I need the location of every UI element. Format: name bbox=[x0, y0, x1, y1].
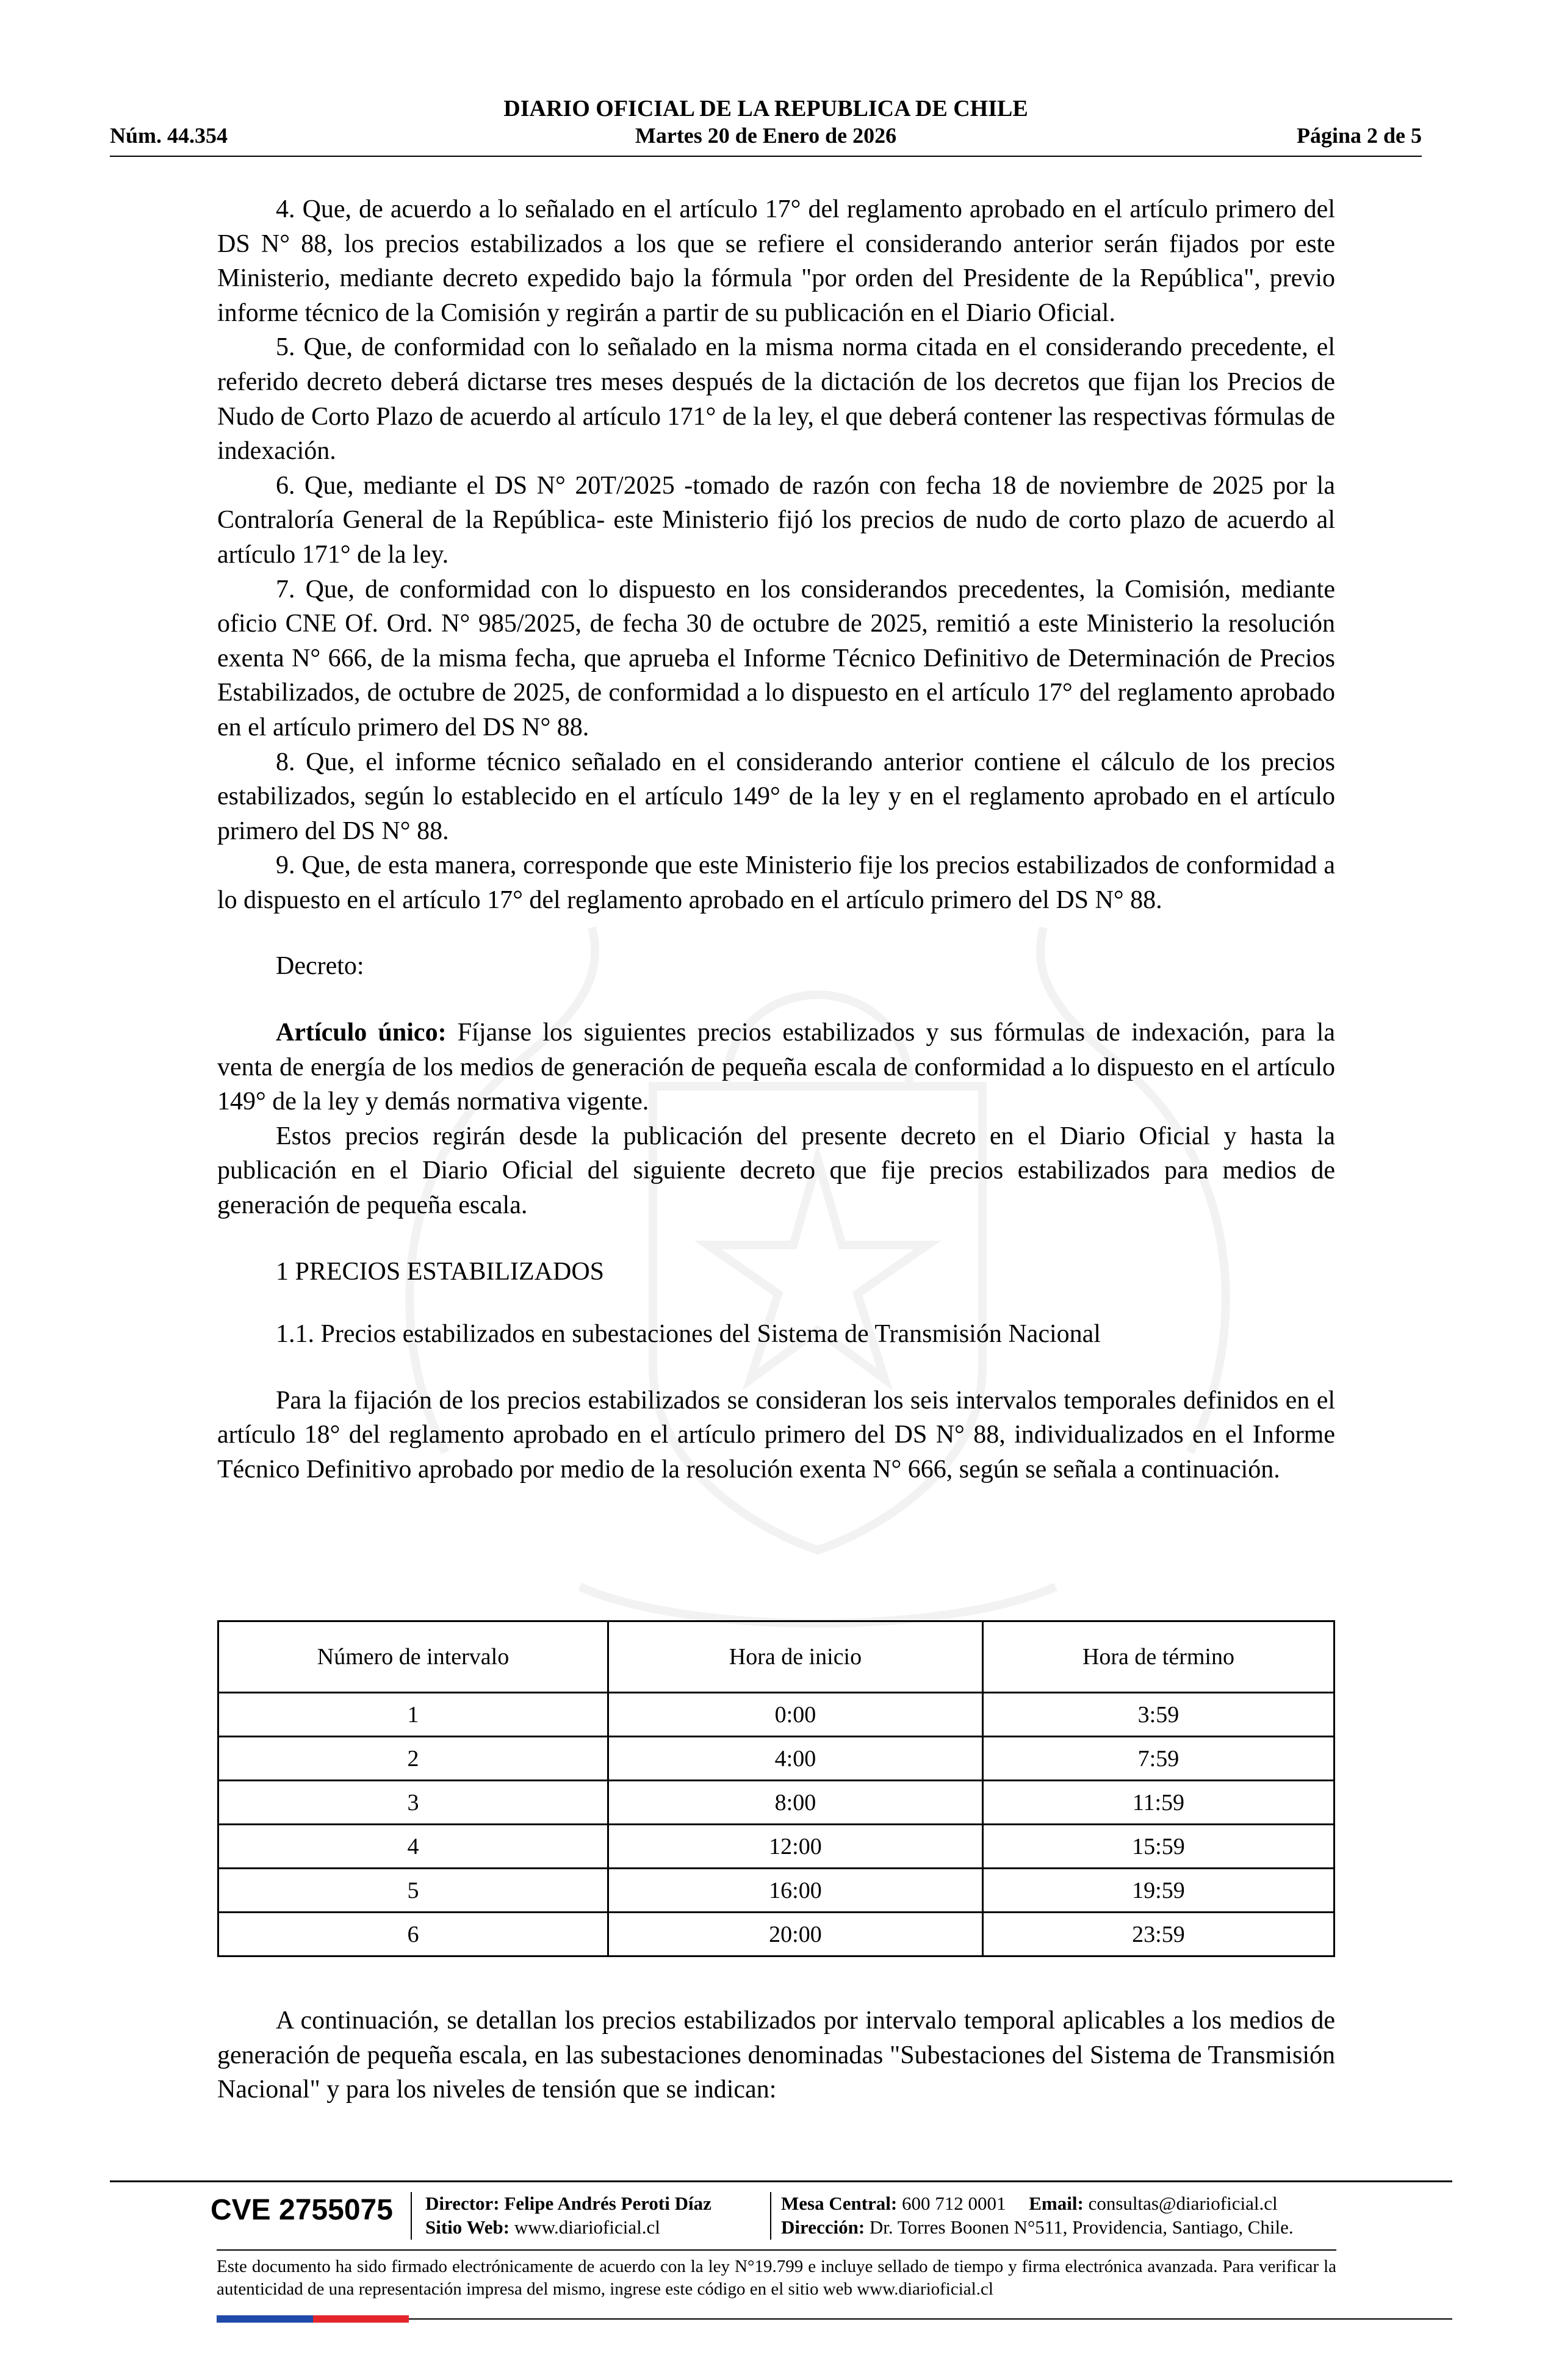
issue-date: Martes 20 de Enero de 2026 bbox=[635, 123, 897, 148]
header-title: DIARIO OFICIAL DE LA REPUBLICA DE CHILE bbox=[503, 96, 1028, 121]
flag-stripe bbox=[217, 2315, 409, 2323]
start-time-cell: 4:00 bbox=[608, 1737, 982, 1781]
website-label: Sitio Web: bbox=[425, 2216, 510, 2238]
paragraph-5: 5. Que, de conformidad con lo señalado en la misma norma citada en el considerando precedente, el referido decreto deberá dictarse tres meses después de la dictación de los decretos que fijan los Precios de Nudo de Corto Plazo de acuerdo al artículo 171° de la ley, el que deberá contener las respectivas fórmulas de indexación. bbox=[217, 333, 1335, 466]
end-time-cell: 15:59 bbox=[982, 1825, 1334, 1869]
director-label: Director: bbox=[425, 2193, 500, 2214]
signature-notice: Este documento ha sido firmado electrónicamente de acuerdo con la ley N°19.799 e incluye sellado de tiempo y firma electrónica avanzada. Para verificar la autenticidad de una representación impresa del mismo, ingrese este código en el sitio web www.diarioficial.cl bbox=[217, 2257, 1336, 2299]
page-number: Página 2 de 5 bbox=[1296, 123, 1422, 148]
section-heading-1-1: 1.1. Precios estabilizados en subestaciones del Sistema de Transmisión Nacional bbox=[276, 1320, 1101, 1349]
start-time-cell: 8:00 bbox=[608, 1781, 982, 1825]
prices-intro-paragraph: A continuación, se detallan los precios estabilizados por intervalo temporal aplicables a los medios de generación de pequeña escala, en las subestaciones denominadas "Subestaciones del Sistema de Transmisión Nacional" y para los niveles de tensión que se indican: bbox=[217, 2007, 1335, 2104]
header-divider bbox=[110, 156, 1422, 157]
paragraph-6: 6. Que, mediante el DS N° 20T/2025 -tomado de razón con fecha 18 de noviembre de 2025 por la Contraloría General de la República- este Ministerio fijó los precios de nudo de corto plazo de acuerdo al artículo 171° de la ley. bbox=[217, 471, 1335, 569]
interval-number-cell: 3 bbox=[218, 1781, 608, 1825]
start-time-cell: 16:00 bbox=[608, 1869, 982, 1913]
articulo-unico bbox=[217, 1015, 1335, 1119]
address-label: Dirección: bbox=[781, 2216, 865, 2238]
issue-number: Núm. 44.354 bbox=[110, 123, 228, 148]
footer-divider-2 bbox=[217, 2249, 1336, 2251]
table-header-row bbox=[218, 1621, 1334, 1693]
header-start-time: Hora de inicio bbox=[608, 1621, 982, 1693]
footer-separator bbox=[770, 2192, 771, 2240]
decree-body bbox=[217, 192, 1335, 1487]
cve-code: CVE 2755075 bbox=[211, 2194, 393, 2226]
vigencia-paragraph: Estos precios regirán desde la publicación del presente decreto en el Diario Oficial y hasta la publicación en el Diario Oficial del siguiente decreto que fije precios estabilizados para medios de generación de pequeña escala. bbox=[217, 1122, 1335, 1220]
intervals-table bbox=[217, 1620, 1335, 1957]
email-link[interactable]: consultas@diarioficial.cl bbox=[1088, 2193, 1278, 2214]
director-name: Felipe Andrés Peroti Díaz bbox=[504, 2193, 711, 2214]
flag-red-segment bbox=[313, 2315, 409, 2323]
paragraph-9: 9. Que, de esta manera, corresponde que este Ministerio fije los precios estabilizados de conformidad a lo dispuesto en el artículo 17° del reglamento aprobado en el artículo primero del DS N° 88. bbox=[217, 851, 1335, 914]
start-time-cell: 0:00 bbox=[608, 1693, 982, 1737]
table-row bbox=[218, 1781, 1334, 1825]
header-end-time: Hora de término bbox=[982, 1621, 1334, 1693]
end-time-cell: 23:59 bbox=[982, 1913, 1334, 1956]
mesa-label: Mesa Central: bbox=[781, 2193, 898, 2214]
paragraph-7: 7. Que, de conformidad con lo dispuesto en los considerandos precedentes, la Comisión, mediante oficio CNE Of. Ord. N° 985/2025, de fecha 30 de octubre de 2025, remitió a este Ministerio la resolución exenta N° 666, de la misma fecha, que aprueba el Informe Técnico Definitivo de Determinación de Precios Estabilizados, de octubre de 2025, de conformidad a lo dispuesto en el artículo 17° del reglamento aprobado en el artículo primero del DS N° 88. bbox=[217, 575, 1335, 741]
header-interval-number: Número de intervalo bbox=[218, 1621, 608, 1693]
articulo-unico-label: Artículo único: bbox=[276, 1019, 447, 1047]
decree-body-continued bbox=[217, 2003, 1335, 2107]
intervals-paragraph: Para la fijación de los precios estabilizados se consideran los seis intervalos temporales definidos en el artículo 18° del reglamento aprobado en el artículo primero del DS N° 88, individualizados en el Informe Técnico Definitivo aprobado por medio de la resolución exenta N° 666, según se señala a continuación. bbox=[217, 1386, 1335, 1484]
decreto-heading: Decreto: bbox=[276, 952, 364, 981]
footer-separator bbox=[411, 2192, 412, 2240]
interval-number-cell: 1 bbox=[218, 1693, 608, 1737]
end-time-cell: 3:59 bbox=[982, 1693, 1334, 1737]
interval-number-cell: 6 bbox=[218, 1913, 608, 1956]
table-row bbox=[218, 1913, 1334, 1956]
contact-line bbox=[781, 2192, 1278, 2215]
website-link[interactable]: www.diarioficial.cl bbox=[514, 2216, 660, 2238]
articulo-unico-text: Fíjanse los siguientes precios estabilizados y sus fórmulas de indexación, para la venta de energía de los medios de generación de pequeña escala de conformidad a lo dispuesto en el artículo 149° de la ley y demás normativa vigente. bbox=[217, 1019, 1335, 1116]
footer-divider bbox=[110, 2180, 1452, 2182]
director-line bbox=[425, 2192, 711, 2215]
address-text: Dr. Torres Boonen N°511, Providencia, Santiago, Chile. bbox=[869, 2216, 1294, 2238]
table-row bbox=[218, 1693, 1334, 1737]
mesa-phone: 600 712 0001 bbox=[902, 2193, 1006, 2214]
table-row bbox=[218, 1869, 1334, 1913]
email-label: Email: bbox=[1029, 2193, 1084, 2214]
flag-blue-segment bbox=[217, 2315, 313, 2323]
table-row bbox=[218, 1737, 1334, 1781]
section-heading-1: 1 PRECIOS ESTABILIZADOS bbox=[276, 1257, 605, 1286]
end-time-cell: 19:59 bbox=[982, 1869, 1334, 1913]
start-time-cell: 20:00 bbox=[608, 1913, 982, 1956]
interval-number-cell: 5 bbox=[218, 1869, 608, 1913]
start-time-cell: 12:00 bbox=[608, 1825, 982, 1869]
table-row bbox=[218, 1825, 1334, 1869]
paragraph-4: 4. Que, de acuerdo a lo señalado en el artículo 17° del reglamento aprobado en el artículo primero del DS N° 88, los precios estabilizados a los que se refiere el considerando anterior serán fijados por este Ministerio, mediante decreto expedido bajo la fórmula "por orden del Presidente de la República", previo informe técnico de la Comisión y regirán a partir de su publicación en el Diario Oficial. bbox=[217, 195, 1335, 327]
address-line bbox=[781, 2216, 1294, 2239]
end-time-cell: 11:59 bbox=[982, 1781, 1334, 1825]
end-time-cell: 7:59 bbox=[982, 1737, 1334, 1781]
interval-number-cell: 4 bbox=[218, 1825, 608, 1869]
paragraph-8: 8. Que, el informe técnico señalado en el considerando anterior contiene el cálculo de los precios estabilizados, según lo establecido en el artículo 149° de la ley y en el reglamento aprobado en el artículo primero del DS N° 88. bbox=[217, 748, 1335, 845]
website-line bbox=[425, 2216, 660, 2239]
interval-number-cell: 2 bbox=[218, 1737, 608, 1781]
footer-bottom-rule bbox=[409, 2318, 1452, 2320]
